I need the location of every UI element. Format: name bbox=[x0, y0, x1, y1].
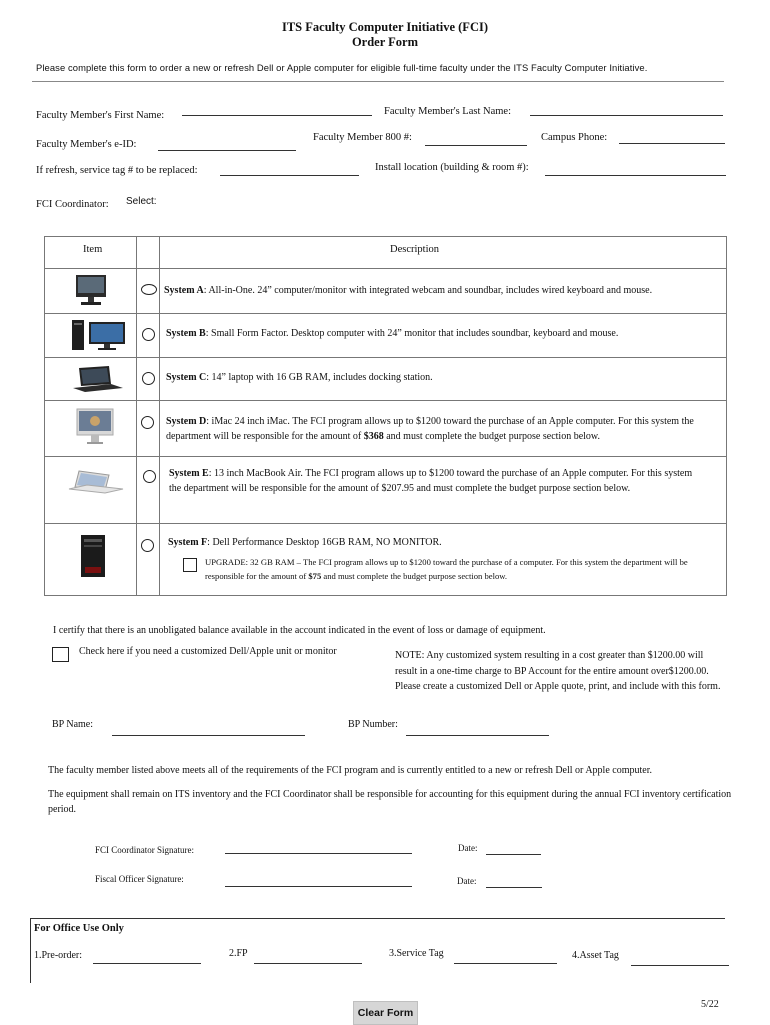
service-tag-label: If refresh, service tag # to be replaced: bbox=[36, 165, 198, 176]
table-divider bbox=[45, 357, 726, 358]
preorder-field[interactable] bbox=[93, 963, 201, 964]
workstation-tower-icon bbox=[75, 533, 111, 579]
desktop-tower-monitor-icon bbox=[69, 317, 129, 353]
system-f-radio[interactable] bbox=[141, 539, 154, 552]
install-location-field[interactable] bbox=[545, 175, 726, 176]
system-d-desc: System D: iMac 24 inch iMac. The FCI program allows up to $1200 toward the purchase of an Apple computer. For this system the department will be responsible for the amount of $368 and must complete the budget purpose section below. bbox=[166, 416, 694, 442]
all-in-one-icon bbox=[73, 273, 109, 307]
asset-tag-label: 4.Asset Tag bbox=[572, 950, 619, 961]
id800-label: Faculty Member 800 #: bbox=[313, 132, 412, 143]
table-divider bbox=[45, 400, 726, 401]
form-title: ITS Faculty Computer Initiative (FCI) bbox=[281, 20, 488, 34]
system-e-desc: System E: 13 inch MacBook Air. The FCI program allows up to $1200 toward the purchase of an Apple computer. For this system the department will be responsible for the amount of $207.95 and must complete the budget purpose section below. bbox=[169, 468, 693, 494]
clear-form-button[interactable]: Clear Form bbox=[353, 1001, 418, 1025]
service-tag-office-field[interactable] bbox=[454, 963, 557, 964]
coordinator-select[interactable]: Select: bbox=[126, 196, 157, 207]
last-name-label: Faculty Member's Last Name: bbox=[384, 106, 511, 117]
system-d-radio[interactable] bbox=[141, 416, 154, 429]
first-name-field[interactable] bbox=[182, 115, 372, 116]
office-use-title: For Office Use Only bbox=[34, 923, 124, 934]
coordinator-date-label: Date: bbox=[458, 843, 478, 853]
campus-phone-field[interactable] bbox=[619, 143, 725, 144]
first-name-label: Faculty Member's First Name: bbox=[36, 110, 165, 121]
col-desc-header: Description bbox=[390, 244, 439, 255]
last-name-field[interactable] bbox=[530, 115, 723, 116]
revision-date: 5/22 bbox=[701, 999, 719, 1010]
eid-label: Faculty Member's e-ID: bbox=[36, 139, 137, 150]
fp-field[interactable] bbox=[254, 963, 362, 964]
bp-name-field[interactable] bbox=[112, 735, 305, 736]
custom-unit-label: Check here if you need a customized Dell/Apple unit or monitor bbox=[79, 646, 337, 657]
system-a-desc: System A: All-in-One. 24” computer/monitor with integrated webcam and soundbar, includes wired keyboard and mouse. bbox=[164, 285, 653, 296]
table-divider bbox=[45, 456, 726, 457]
service-tag-office-label: 3.Service Tag bbox=[389, 948, 444, 959]
coordinator-signature-field[interactable] bbox=[225, 853, 412, 854]
coordinator-signature-label: FCI Coordinator Signature: bbox=[95, 845, 194, 855]
table-divider bbox=[136, 237, 137, 595]
intro-text: Please complete this form to order a new or refresh Dell or Apple computer for eligible full-time faculty under the ITS Faculty Computer Initiative. bbox=[36, 62, 648, 73]
system-e-radio[interactable] bbox=[143, 470, 156, 483]
bp-number-field[interactable] bbox=[406, 735, 549, 736]
system-a-radio[interactable] bbox=[141, 284, 157, 295]
header-divider bbox=[32, 81, 724, 82]
table-divider bbox=[45, 268, 726, 269]
table-divider bbox=[45, 313, 726, 314]
certify-statement: I certify that there is an unobligated balance available in the account indicated in the event of loss or damage of equipment. bbox=[53, 625, 546, 636]
system-b-radio[interactable] bbox=[142, 328, 155, 341]
coordinator-label: FCI Coordinator: bbox=[36, 199, 109, 210]
fiscal-date-label: Date: bbox=[457, 876, 477, 886]
laptop-icon bbox=[69, 364, 125, 394]
coordinator-date-field[interactable] bbox=[486, 854, 541, 855]
system-c-radio[interactable] bbox=[142, 372, 155, 385]
inventory-statement: The equipment shall remain on ITS inventory and the FCI Coordinator shall be responsible for accounting for this equipment during the annual FCI inventory certification period. bbox=[48, 789, 732, 815]
col-item-header: Item bbox=[83, 244, 103, 255]
bp-number-label: BP Number: bbox=[348, 719, 398, 730]
custom-note: NOTE: Any customized system resulting in a cost greater than $1200.00 will result in a one-time charge to BP Account for the entire amount over$1200.00. Please create a customized Dell or Apple quote, print, and include with this form. bbox=[395, 650, 721, 692]
eligibility-statement: The faculty member listed above meets all of the requirements of the FCI program and is currently entitled to a new or refresh Dell or Apple computer. bbox=[48, 765, 652, 776]
upgrade-desc: UPGRADE: 32 GB RAM – The FCI program allows up to $1200 toward the purchase of a computer. For this system the department will be responsible for the amount of $75 and must complete the budget purpose section below. bbox=[205, 557, 688, 581]
install-location-label: Install location (building & room #): bbox=[375, 162, 529, 173]
system-c-desc: System C: 14” laptop with 16 GB RAM, includes docking station. bbox=[166, 372, 433, 383]
preorder-label: 1.Pre-order: bbox=[34, 950, 83, 961]
system-table bbox=[44, 236, 727, 596]
system-b-desc: System B: Small Form Factor. Desktop computer with 24” monitor that includes soundbar, keyboard and mouse. bbox=[166, 328, 619, 339]
service-tag-field[interactable] bbox=[220, 175, 359, 176]
system-f-desc: System F: Dell Performance Desktop 16GB RAM, NO MONITOR. bbox=[168, 537, 442, 548]
id800-field[interactable] bbox=[425, 145, 527, 146]
campus-phone-label: Campus Phone: bbox=[541, 132, 608, 143]
fiscal-date-field[interactable] bbox=[486, 887, 542, 888]
imac-icon bbox=[75, 407, 115, 447]
upgrade-checkbox[interactable] bbox=[183, 558, 197, 572]
fiscal-signature-label: Fiscal Officer Signature: bbox=[95, 874, 184, 884]
asset-tag-field[interactable] bbox=[631, 965, 729, 966]
form-subtitle: Order Form bbox=[351, 35, 419, 49]
office-use-box bbox=[30, 918, 725, 983]
table-divider bbox=[159, 237, 160, 595]
fiscal-signature-field[interactable] bbox=[225, 886, 412, 887]
table-divider bbox=[45, 523, 726, 524]
eid-field[interactable] bbox=[158, 150, 296, 151]
macbook-icon bbox=[65, 469, 125, 499]
fp-label: 2.FP bbox=[229, 948, 248, 959]
custom-unit-checkbox[interactable] bbox=[52, 647, 69, 662]
bp-name-label: BP Name: bbox=[52, 719, 94, 730]
